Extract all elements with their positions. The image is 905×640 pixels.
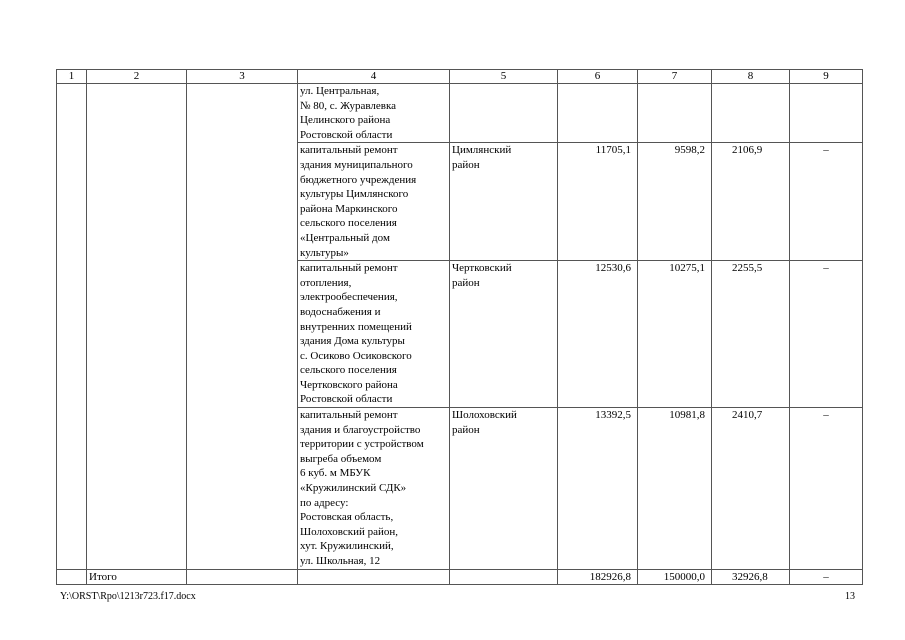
column-number: 8 <box>712 70 790 84</box>
cell-empty <box>57 84 87 570</box>
amount-col7: 9598,2 <box>638 143 712 261</box>
amount-total: 13392,5 <box>558 408 638 570</box>
total-amount: 182926,8 <box>558 569 638 585</box>
district-cell: Цимлянский район <box>450 143 558 261</box>
amount-total: 11705,1 <box>558 143 638 261</box>
column-number: 5 <box>450 70 558 84</box>
amount-col9: – <box>790 408 863 570</box>
amount-col8: 2410,7 <box>712 408 790 570</box>
page-number: 13 <box>845 591 855 602</box>
column-number: 3 <box>187 70 298 84</box>
column-number: 2 <box>87 70 187 84</box>
object-description: ул. Центральная, № 80, с. Журавлевка Целинского района Ростовской области <box>298 84 450 143</box>
amount-col7: 10275,1 <box>638 261 712 408</box>
amount-total: 12530,6 <box>558 261 638 408</box>
amount-col9: – <box>790 261 863 408</box>
district-cell: Чертковский район <box>450 261 558 408</box>
column-number: 7 <box>638 70 712 84</box>
cell-empty <box>790 84 863 143</box>
cell-empty <box>450 569 558 585</box>
cell-empty <box>187 569 298 585</box>
amount-col7: 10981,8 <box>638 408 712 570</box>
cell-empty <box>57 569 87 585</box>
file-path-footer: Y:\ORST\Rpo\1213r723.f17.docx <box>60 591 196 602</box>
total-label: Итого <box>87 569 187 585</box>
budget-table <box>56 69 863 585</box>
cell-empty <box>638 84 712 143</box>
cell-empty <box>558 84 638 143</box>
object-description: капитальный ремонт здания муниципального бюджетного учреждения культуры Цимлянского района Маркинского сельского поселения «Центральный дом культуры» <box>298 143 450 261</box>
object-description: капитальный ремонт здания и благоустройство территории с устройством выгреба объемом 6 куб. м МБУК «Кружилинский СДК» по адресу: Ростовская область, Шолоховский район, хут. Кружилинский, ул. Школьная, 12 <box>298 408 450 570</box>
cell-empty <box>712 84 790 143</box>
table-row <box>57 84 863 143</box>
cell-empty <box>187 84 298 570</box>
amount-col9: – <box>790 143 863 261</box>
column-number: 6 <box>558 70 638 84</box>
column-number: 1 <box>57 70 87 84</box>
amount-col8: 2106,9 <box>712 143 790 261</box>
total-col8: 32926,8 <box>712 569 790 585</box>
cell-empty <box>450 84 558 143</box>
amount-col8: 2255,5 <box>712 261 790 408</box>
district-cell: Шолоховский район <box>450 408 558 570</box>
total-col9: – <box>790 569 863 585</box>
total-row <box>57 569 863 585</box>
object-description: капитальный ремонт отопления, электрообеспечения, водоснабжения и внутренних помещений здания Дома культуры с. Осиково Осиковского сельского поселения Чертковского района Ростовской области <box>298 261 450 408</box>
column-number-row <box>57 70 863 84</box>
cell-empty <box>87 84 187 570</box>
total-col7: 150000,0 <box>638 569 712 585</box>
cell-empty <box>298 569 450 585</box>
column-number: 9 <box>790 70 863 84</box>
column-number: 4 <box>298 70 450 84</box>
